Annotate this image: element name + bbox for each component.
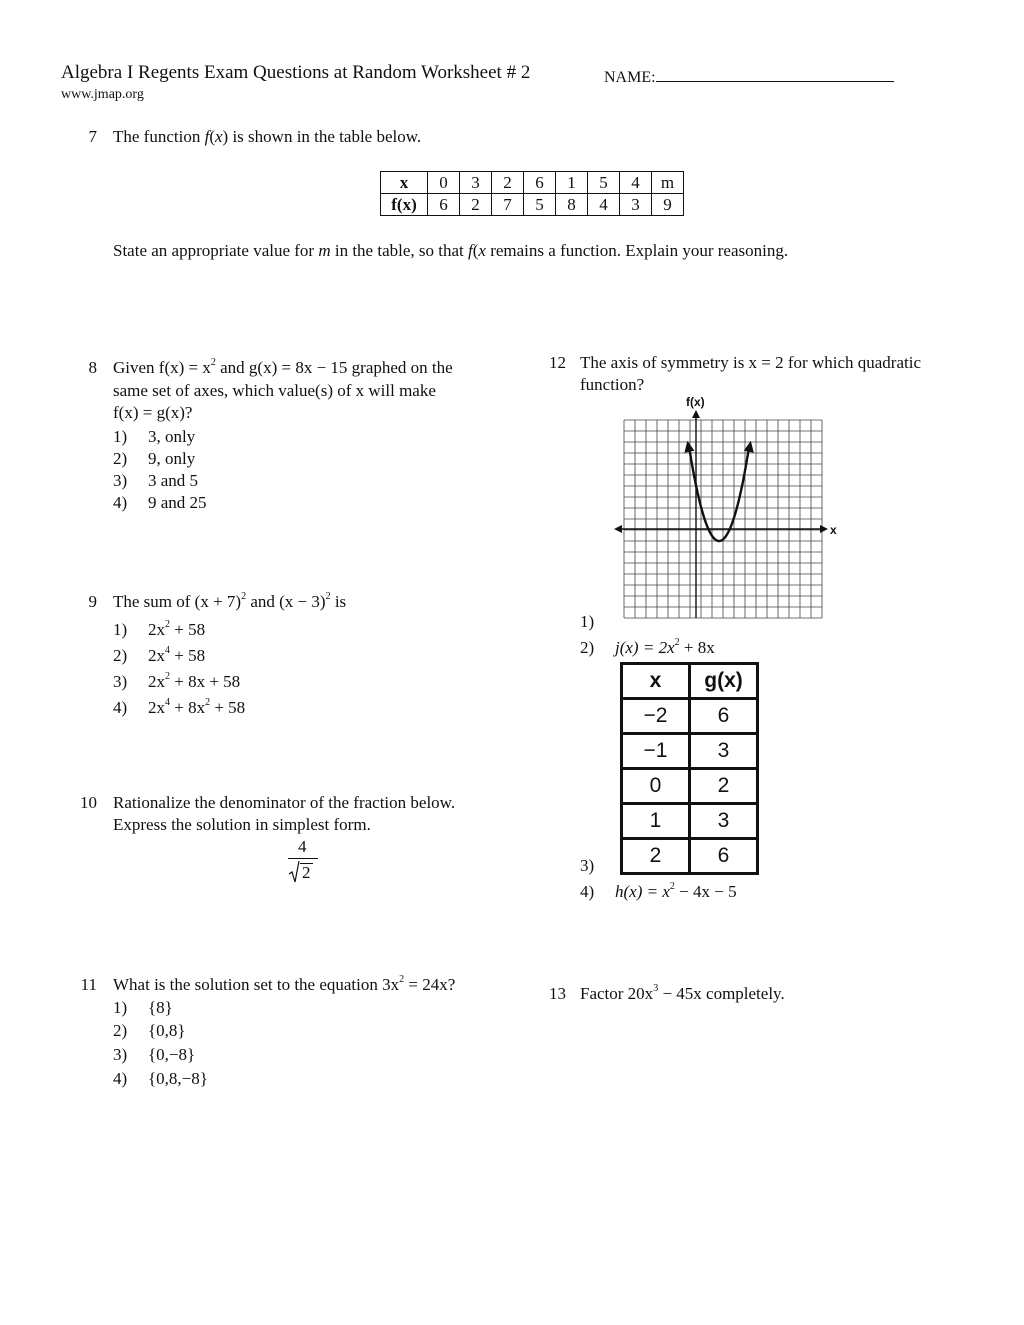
q11-text-b: = 24x? <box>404 975 456 994</box>
graph-grid <box>624 420 822 618</box>
choice-text <box>615 638 715 658</box>
choice-text: {0,8} <box>148 1021 186 1040</box>
fraction-bar <box>288 858 318 859</box>
question-number: 12 <box>549 353 566 372</box>
source-url: www.jmap.org <box>61 87 144 102</box>
table-cell: 2 <box>492 172 524 194</box>
term: + 8x <box>679 638 715 657</box>
table-cell: −2 <box>622 699 690 734</box>
choice-text <box>148 672 240 692</box>
table-cell: 0 <box>428 172 460 194</box>
choice-label: 1) <box>580 612 595 631</box>
choice-label: 4) <box>113 493 128 512</box>
table-header-fx: f(x) <box>381 194 428 216</box>
q7-prompt-m: m <box>318 241 331 260</box>
q7-fx: f <box>204 127 210 146</box>
function-table-row-x <box>381 172 684 194</box>
question-11-text <box>113 975 455 995</box>
q13-text-a: Factor 20x <box>580 984 654 1003</box>
table-cell: 9 <box>652 194 684 216</box>
name-blank-line <box>656 65 894 82</box>
question-12-line-1: The axis of symmetry is x = 2 for which quadratic <box>580 353 922 372</box>
x-axis-arrow-icon <box>820 525 828 533</box>
graph-x-axis-label: x <box>830 523 837 537</box>
table-header-x: x <box>381 172 428 194</box>
exponent: 2 <box>399 974 405 985</box>
question-8-line-1 <box>113 358 453 378</box>
table-cell: −1 <box>622 734 690 769</box>
q7-prompt-x: x <box>478 241 486 260</box>
term: h(x) = x <box>615 882 670 901</box>
choice-text <box>148 646 205 666</box>
choice-label: 2) <box>580 638 595 657</box>
choice-text: {8} <box>148 998 173 1017</box>
exponent: 2 <box>205 697 211 708</box>
choice-label: 2) <box>113 1021 128 1040</box>
choice-text: {0,−8} <box>148 1045 196 1064</box>
question-number: 8 <box>88 358 97 377</box>
question-number: 11 <box>80 975 97 994</box>
q9-text-a: The sum of (x + 7) <box>113 592 242 611</box>
table-cell: 4 <box>620 172 652 194</box>
exponent: 2 <box>669 881 675 892</box>
question-number: 9 <box>88 592 97 611</box>
q8-line1-a: Given f(x) = x <box>113 358 211 377</box>
function-table <box>380 171 684 216</box>
choice-text: 9, only <box>148 449 196 468</box>
choice-label: 1) <box>113 998 128 1017</box>
choice-label: 1) <box>113 427 128 446</box>
question-10-line-2: Express the solution in simplest form. <box>113 815 371 834</box>
q9-text-c: is <box>330 592 347 611</box>
term: + 58 <box>170 646 206 665</box>
q7-text-b: ( <box>209 127 215 146</box>
fraction-numerator: 4 <box>298 837 307 856</box>
choice-label: 4) <box>113 698 128 717</box>
table-cell: 3 <box>690 734 758 769</box>
q7-prompt-fx: f <box>468 241 473 260</box>
choice-label: 4) <box>580 882 595 901</box>
table-cell: 1 <box>622 804 690 839</box>
term: + 8x + 58 <box>170 672 241 691</box>
exponent: 2 <box>241 591 247 602</box>
choice-label: 3) <box>113 672 128 691</box>
parabola-graph <box>612 392 844 622</box>
question-7-prompt <box>113 241 788 261</box>
table-cell: 6 <box>690 699 758 734</box>
name-label: NAME: <box>604 69 656 86</box>
question-number: 10 <box>80 793 97 812</box>
question-number: 13 <box>549 984 566 1003</box>
term: j(x) = 2x <box>615 638 675 657</box>
table-cell: 3 <box>690 804 758 839</box>
choice-label: 4) <box>113 1069 128 1088</box>
term: + 58 <box>170 620 206 639</box>
question-13-text <box>580 984 785 1004</box>
table-cell: m <box>652 172 684 194</box>
term: + 58 <box>210 698 246 717</box>
choice-text: 9 and 25 <box>148 493 207 512</box>
question-10-line-1: Rationalize the denominator of the fraction below. <box>113 793 456 812</box>
table-cell: 6 <box>428 194 460 216</box>
table-cell: 2 <box>622 839 690 874</box>
q9-text-b: and (x − 3) <box>246 592 326 611</box>
table-row <box>622 734 758 769</box>
table-cell: 4 <box>588 194 620 216</box>
exponent: 2 <box>210 357 216 368</box>
graph-y-axis-label: f(x) <box>686 395 705 409</box>
table-row <box>622 699 758 734</box>
choice-label: 3) <box>113 1045 128 1064</box>
table-cell: 2 <box>690 769 758 804</box>
q13-text-b: − 45x completely. <box>658 984 785 1003</box>
square-root-sign <box>288 860 300 884</box>
question-number: 7 <box>88 127 97 146</box>
term: 2x <box>148 646 165 665</box>
table-row <box>622 804 758 839</box>
parabola-curve <box>689 449 748 541</box>
term: + 8x <box>170 698 206 717</box>
table-header-gx: g(x) <box>690 664 758 699</box>
q8-line1-b: and g(x) = 8x − 15 graphed on the <box>215 358 453 377</box>
q7-prompt-a: State an appropriate value for <box>113 241 319 260</box>
question-9-text <box>113 592 346 612</box>
question-7-text <box>113 127 421 147</box>
table-row <box>622 769 758 804</box>
term: 2x <box>148 672 165 691</box>
table-row <box>622 839 758 874</box>
radicand: 2 <box>302 863 311 882</box>
term: 2x <box>148 698 165 717</box>
choice-label: 2) <box>113 646 128 665</box>
table-cell: 3 <box>620 194 652 216</box>
q7-text-a: The function <box>113 127 205 146</box>
table-cell: 5 <box>588 172 620 194</box>
table-row <box>622 664 758 699</box>
table-header-x: x <box>622 664 690 699</box>
table-cell: 7 <box>492 194 524 216</box>
exponent: 3 <box>653 983 659 994</box>
table-cell: 0 <box>622 769 690 804</box>
g-function-table <box>620 662 759 875</box>
choice-label: 3) <box>580 856 595 875</box>
table-cell: 3 <box>460 172 492 194</box>
choice-text: {0,8,−8} <box>148 1069 208 1088</box>
q7-prompt-b: in the table, so that <box>330 241 468 260</box>
name-field <box>604 65 894 87</box>
choice-label: 1) <box>113 620 128 639</box>
exponent: 4 <box>165 697 170 708</box>
exponent: 2 <box>674 637 680 648</box>
choice-text <box>148 698 245 718</box>
x-axis-arrow-left-icon <box>614 525 622 533</box>
q7-x: x <box>215 127 223 146</box>
choice-label: 2) <box>113 449 128 468</box>
choice-label: 3) <box>113 471 128 490</box>
exponent: 2 <box>165 619 170 630</box>
question-8-line-3: f(x) = g(x)? <box>113 403 193 422</box>
choice-text <box>148 620 205 640</box>
y-axis-arrow-icon <box>692 410 700 418</box>
q11-text-a: What is the solution set to the equation 3x <box>113 975 400 994</box>
function-table-row-fx <box>381 194 684 216</box>
exponent: 4 <box>165 645 170 656</box>
choice-text: 3 and 5 <box>148 471 199 490</box>
table-cell: 1 <box>556 172 588 194</box>
question-8-line-2: same set of axes, which value(s) of x will make <box>113 381 436 400</box>
choice-text: 3, only <box>148 427 196 446</box>
q7-text-c: ) is shown in the table below. <box>222 127 422 146</box>
q7-prompt-paren: ( <box>472 241 479 260</box>
q7-prompt-c: remains a function. Explain your reasoning. <box>485 241 789 260</box>
term: − 4x − 5 <box>674 882 737 901</box>
term: 2x <box>148 620 165 639</box>
choice-text <box>615 882 737 902</box>
exponent: 2 <box>165 671 170 682</box>
question-12-line-2: function? <box>580 375 645 394</box>
table-cell: 6 <box>524 172 556 194</box>
worksheet-title: Algebra I Regents Exam Questions at Random Worksheet # 2 <box>61 62 531 83</box>
table-cell: 8 <box>556 194 588 216</box>
exponent: 2 <box>325 591 331 602</box>
table-cell: 2 <box>460 194 492 216</box>
curve-arrow-left-icon <box>684 441 694 453</box>
table-cell: 6 <box>690 839 758 874</box>
table-cell: 5 <box>524 194 556 216</box>
